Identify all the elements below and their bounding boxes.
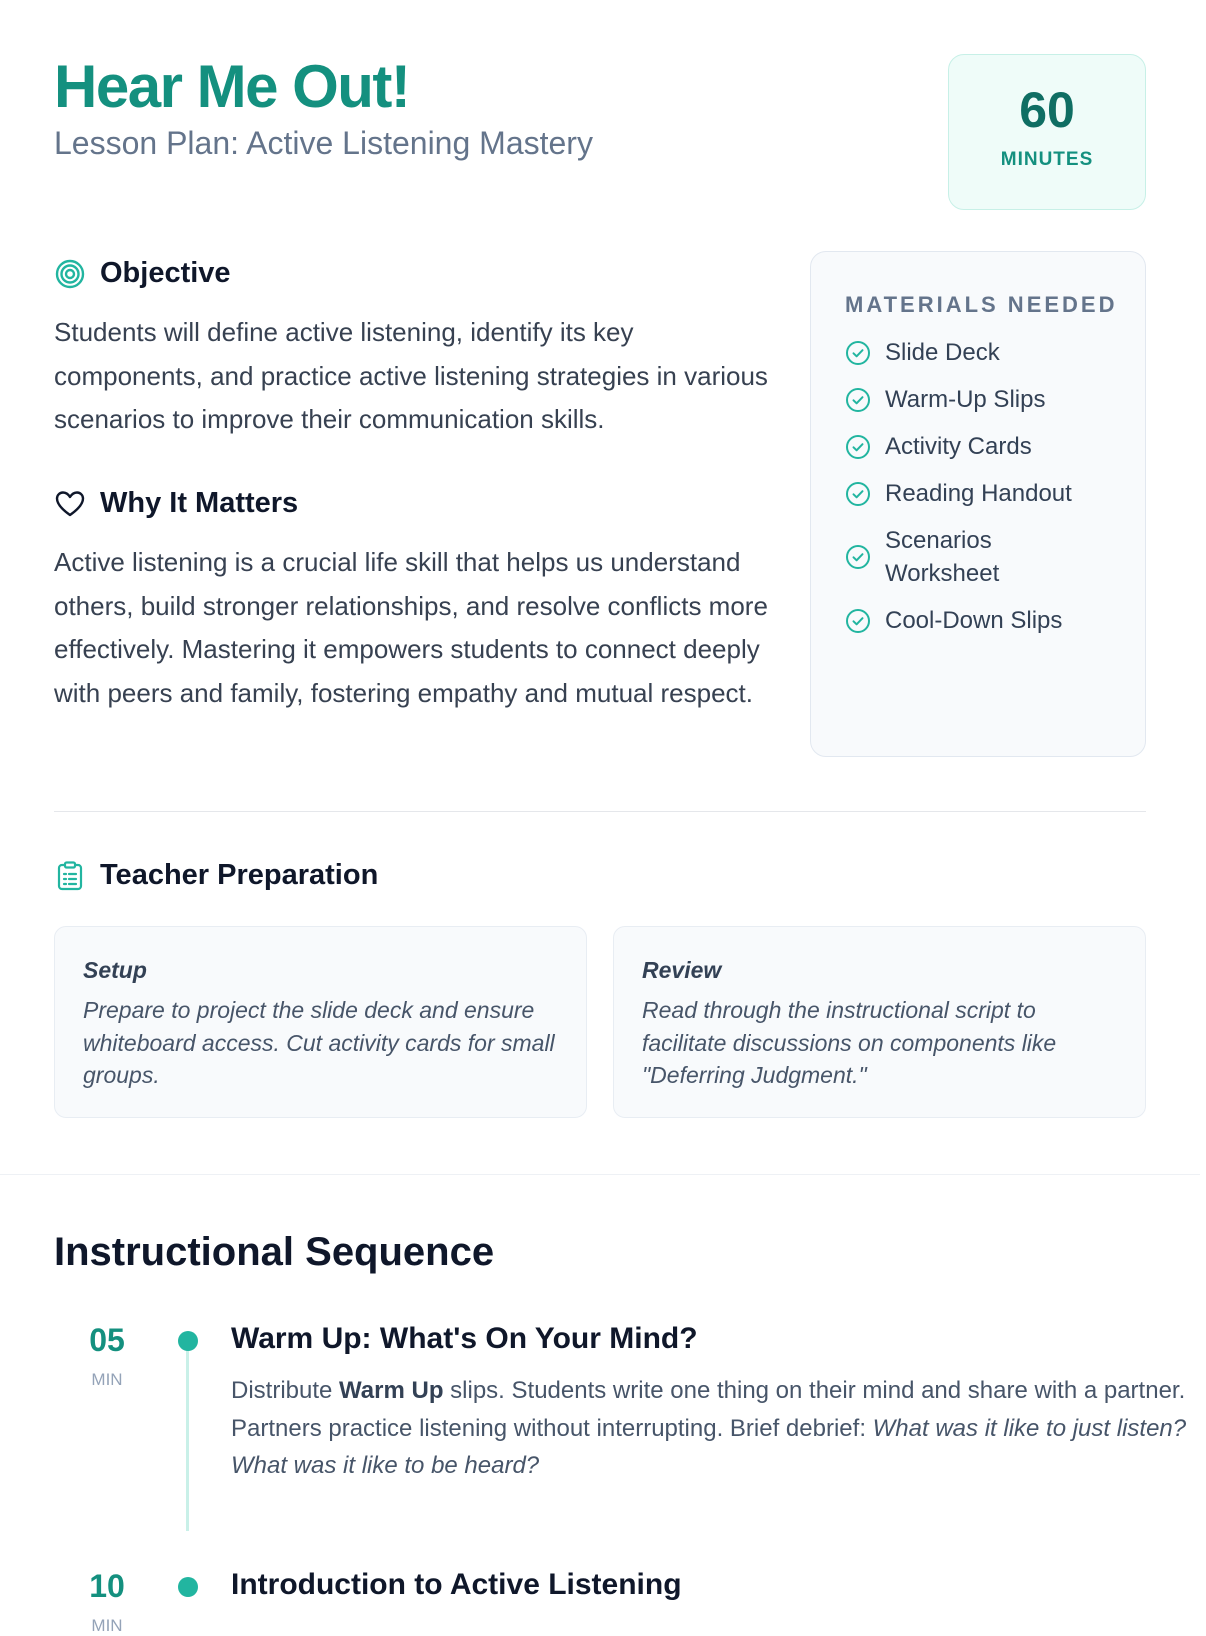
step-description-text: Distribute [231, 1377, 340, 1404]
check-circle-icon [845, 340, 871, 366]
materials-item [845, 477, 1121, 510]
section-divider [54, 811, 1146, 812]
materials-item-label: Slide Deck [885, 339, 1000, 366]
prep-heading-label: Teacher Preparation [100, 859, 379, 891]
materials-item [845, 604, 1121, 637]
section-divider [0, 1174, 1200, 1175]
step-duration [54, 1570, 160, 1636]
step-duration-value: 05 [89, 1322, 125, 1358]
prep-card-review [613, 926, 1146, 1118]
prep-card-body: Prepare to project the slide deck and ensure whiteboard access. Cut activity cards for small groups. [83, 997, 555, 1088]
prep-card-body: Read through the instructional script to facilitate discussions on components like "Deferring Judgment." [642, 997, 1057, 1088]
materials-item-label: Scenarios Worksheet [885, 527, 1000, 587]
materials-item [845, 383, 1121, 416]
prep-card-setup [54, 926, 587, 1118]
duration-unit: MINUTES [1000, 149, 1094, 170]
materials-list [845, 336, 1121, 637]
why-heading [54, 487, 298, 520]
sequence-step [54, 1322, 1187, 1524]
materials-item [845, 336, 1121, 369]
step-description-bold: Warm Up [339, 1377, 444, 1404]
objective-heading [54, 257, 231, 290]
page-title: Hear Me Out! [54, 53, 410, 120]
check-circle-icon [845, 387, 871, 413]
check-circle-icon [845, 608, 871, 634]
duration-value: 60 [1019, 82, 1075, 138]
materials-item [845, 430, 1121, 463]
materials-item-label: Warm-Up Slips [885, 386, 1046, 413]
target-icon [54, 258, 86, 290]
step-description [231, 1372, 1206, 1485]
check-circle-icon [845, 434, 871, 460]
materials-item-label: Activity Cards [885, 433, 1032, 460]
why-text: Active listening is a crucial life skill that helps us understand others, build stronger relationships, and resolve conflicts more effectively. Mastering it empowers students to connect deeply with peers and family, fostering empathy and mutual respect. [54, 547, 768, 708]
check-circle-icon [845, 544, 871, 570]
prep-card-title: Review [642, 957, 722, 983]
page-subtitle: Lesson Plan: Active Listening Mastery [54, 125, 593, 161]
step-title: Introduction to Active Listening [231, 1568, 682, 1601]
step-duration-value: 10 [89, 1568, 125, 1604]
step-duration [54, 1324, 160, 1390]
materials-panel [810, 251, 1146, 757]
materials-item [845, 524, 1121, 590]
materials-item-label: Reading Handout [885, 480, 1072, 507]
heart-icon [54, 488, 86, 520]
materials-heading: MATERIALS NEEDED [845, 292, 1118, 317]
step-description-italic: What was it like to just listen? What was it like to be heard? [231, 1414, 1187, 1479]
why-heading-label: Why It Matters [100, 487, 299, 519]
step-description-text: slips. Students write one thing on their mind and share with a partner. Partners practice listening without interrupting. Brief debrief: [231, 1377, 1186, 1442]
objective-text: Students will define active listening, identify its key components, and practice active listening strategies in various scenarios to improve their communication skills. [54, 317, 768, 434]
timeline-dot [178, 1331, 198, 1351]
objective-heading-label: Objective [100, 257, 231, 289]
timeline-dot [178, 1577, 198, 1597]
sequence-step [54, 1568, 1154, 1635]
step-duration-unit: MIN [91, 1370, 123, 1389]
clipboard-icon [54, 860, 86, 892]
prep-heading [54, 859, 378, 892]
step-duration-unit: MIN [91, 1616, 123, 1635]
duration-badge [948, 54, 1146, 210]
sequence-heading: Instructional Sequence [54, 1230, 495, 1274]
prep-card-title: Setup [83, 957, 147, 983]
step-title: Warm Up: What's On Your Mind? [231, 1322, 698, 1355]
timeline-line [186, 1351, 189, 1531]
check-circle-icon [845, 481, 871, 507]
materials-item-label: Cool-Down Slips [885, 607, 1063, 634]
